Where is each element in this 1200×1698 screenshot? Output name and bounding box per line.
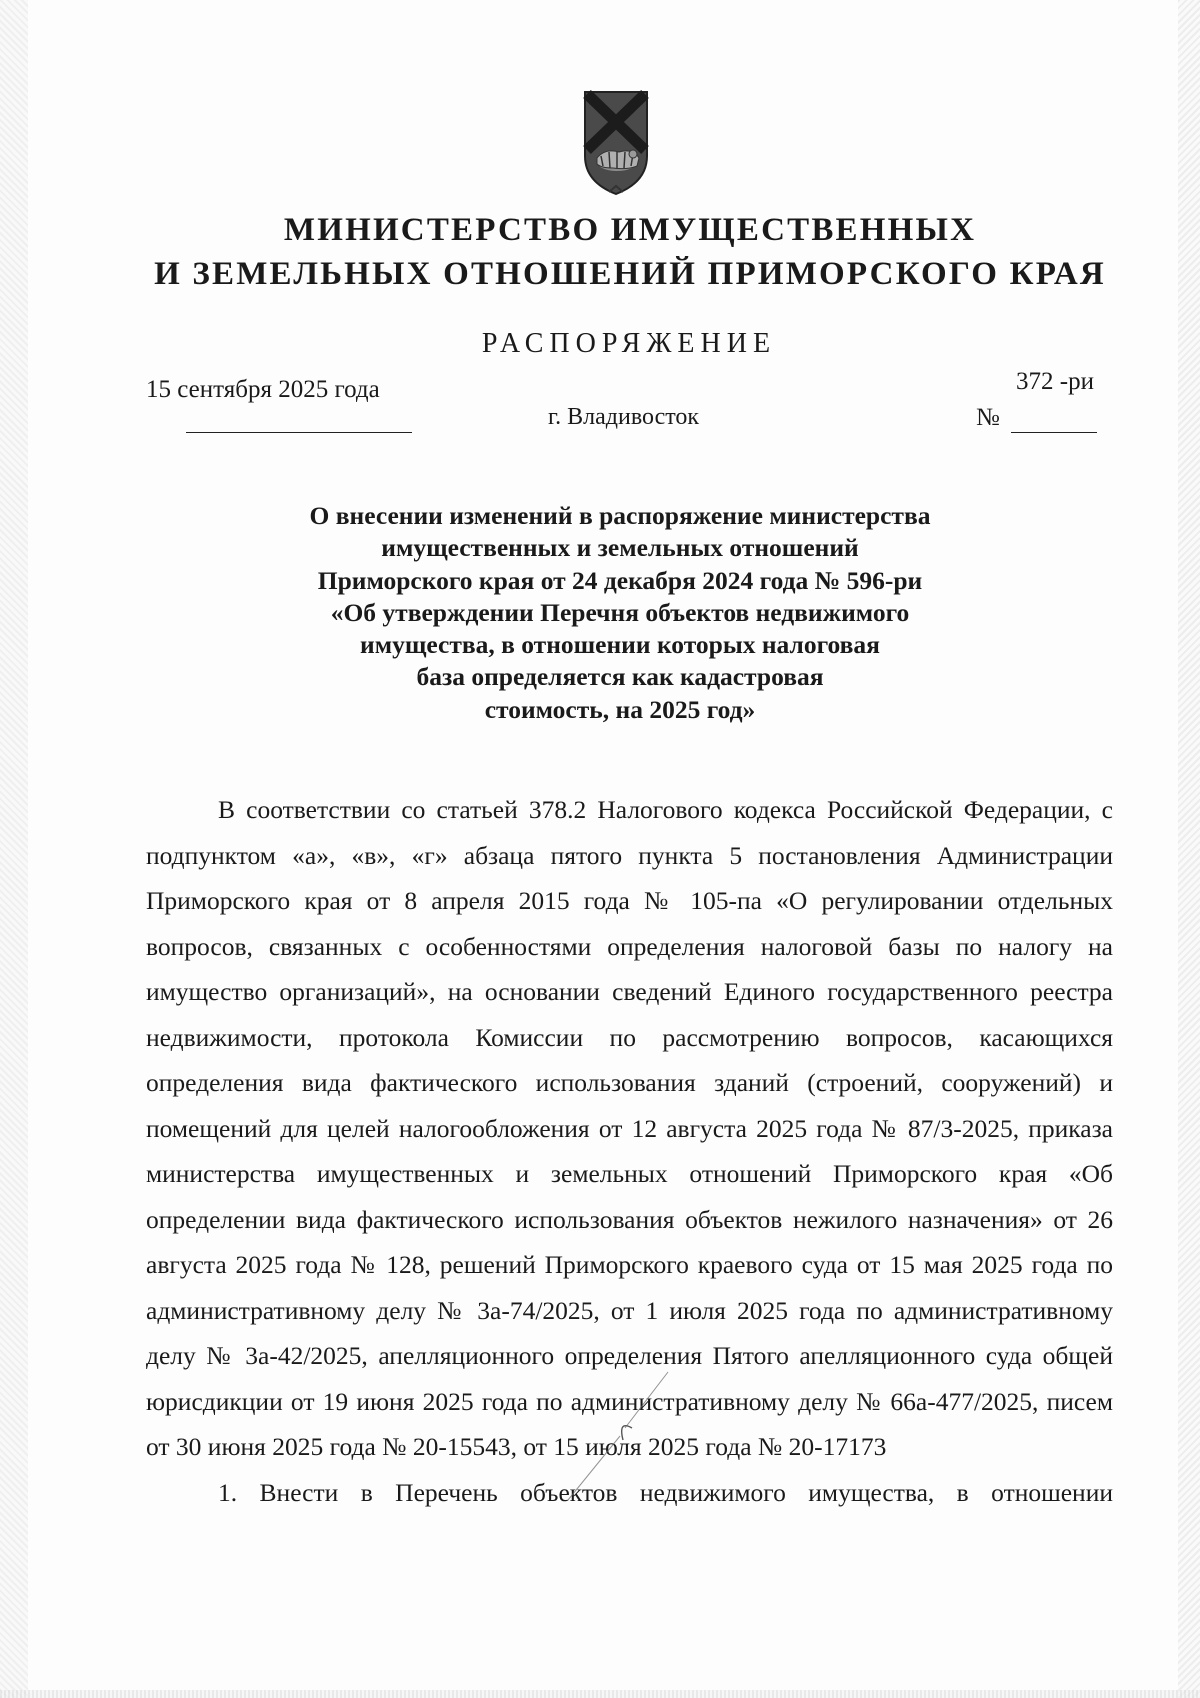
date-underline [186,432,412,433]
heading-line: стоимость, на 2025 год» [484,694,756,724]
coat-of-arms-emblem [583,90,649,198]
heading-line: имущества, в отношении которых налоговая [360,630,880,660]
number-underline [1011,432,1097,433]
document-heading [260,500,980,726]
ministry-name [0,208,1200,296]
document-body [146,787,1113,1515]
number-label: № [976,404,1000,431]
heading-line: база определяется как кадастровая [416,662,824,692]
scan-edge-bottom [0,1690,1200,1698]
document-city: г. Владивосток [548,404,700,430]
body-paragraph-item-1: 1. Внести в Перечень объектов недвижимого имущества, в отношении [218,1477,1113,1507]
heading-line: О внесении изменений в распоряжение министерства [309,501,931,530]
document-date: 15 сентября 2025 года [146,376,380,403]
document-type: РАСПОРЯЖЕНИЕ [481,328,777,359]
heading-line: Приморского края от 24 декабря 2024 года № 596-ри [317,565,923,595]
ministry-name-line2: И ЗЕМЕЛЬНЫХ ОТНОШЕНИЙ ПРИМОРСКОГО КРАЯ [154,256,1106,292]
document-number: 372 -ри [1016,368,1094,395]
ministry-name-line1: МИНИСТЕРСТВО ИМУЩЕСТВЕННЫХ [283,212,977,248]
body-paragraph-preamble: В соответствии со статьей 378.2 Налогового кодекса Российской Федерации, с подпунктом «а», «в», «г» абзаца пятого пункта 5 постановления Администрации Приморского края от 8 апреля 2015 года № 105-па «О регулировании отдельных вопросов, связанных с особенностями определения налоговой базы по налогу на имущество организаций», на основании сведений Единого государственного реестра недвижимости, протокола Комиссии по рассмотрению вопросов, касающихся определения вида фактического использования зданий (строений, сооружений) и помещений для целей налогообложения от 12 августа 2025 года № 87/3-2025, приказа министерства имущественных и земельных отношений Приморского края «Об определении вида фактического использования объектов нежилого назначения» от 26 августа 2025 года № 128, решений Приморского краевого суда от 15 мая 2025 года по административному делу № 3а-74/2025, от 1 июля 2025 года по административному делу № 3а-42/2025, апелляционного определения Пятого апелляционного суда общей юрисдикции от 19 июня 2025 года по административному делу № 66а-477/2025, писем от 30 июня 2025 года № 20-15543, от 15 июля 2025 года № 20-17173 [146,795,1113,1461]
heading-line: «Об утверждении Перечня объектов недвижимого [330,597,910,627]
heading-line: имущественных и земельных отношений [381,533,859,563]
